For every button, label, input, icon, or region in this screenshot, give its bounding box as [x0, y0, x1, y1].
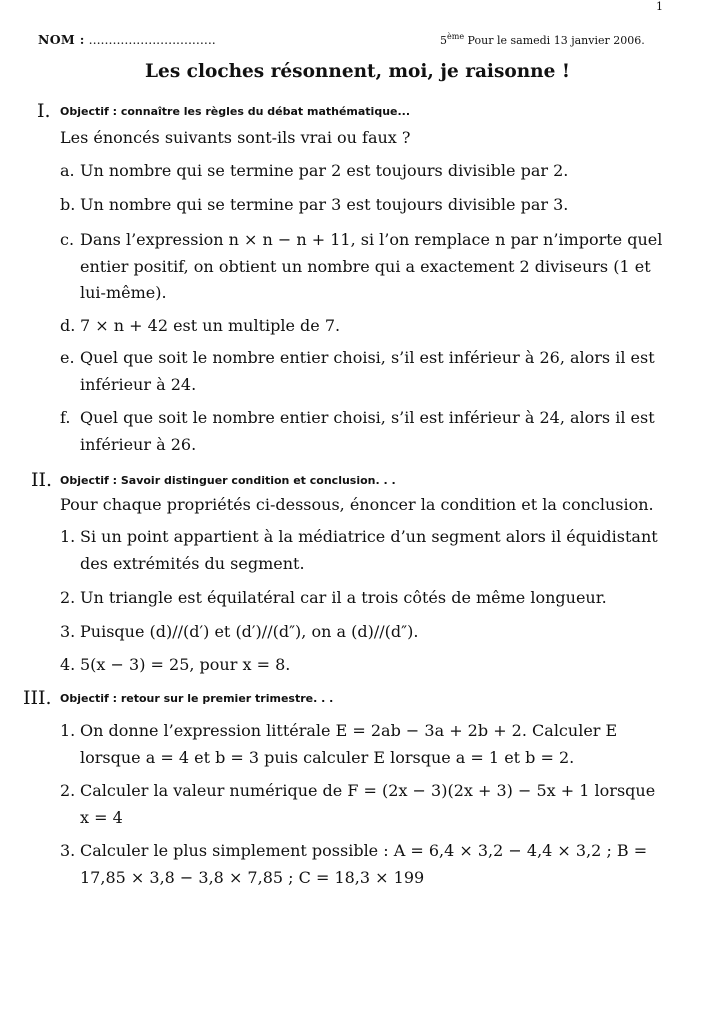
- item-text: Un triangle est équilatéral car il a trois côtés de même longueur.: [80, 588, 607, 607]
- section-3-objective: Objectif : retour sur le premier trimestre. . .: [60, 692, 334, 705]
- exercise-item: [60, 405, 664, 458]
- page-title: Les cloches résonnent, moi, je raisonne !: [145, 61, 570, 82]
- section-2-intro: Pour chaque propriétés ci-dessous, énoncer la condition et la conclusion.: [60, 495, 654, 514]
- exercise-item: [60, 838, 664, 891]
- item-text: Un nombre qui se termine par 2 est toujours divisible par 2.: [80, 161, 569, 180]
- item-label: a.: [60, 161, 75, 180]
- item-text: On donne l’expression littérale E = 2ab − 3a + 2b + 2. Calculer E lorsque a = 4 et b = 3 puis calculer E lorsque a = 1 et b = 2.: [80, 721, 618, 767]
- item-text: Dans l’expression n × n − n + 11, si l’on remplace n par n’importe quel entier positif, on obtient un nombre qui a exactement 2 diviseurs (1 et lui-même).: [80, 230, 663, 302]
- exercise-item: [60, 227, 664, 307]
- item-label: 1.: [60, 721, 76, 740]
- item-label: 3.: [60, 841, 76, 860]
- item-text: 5(x − 3) = 25, pour x = 8.: [80, 655, 291, 674]
- name-dots: ................................: [88, 32, 216, 47]
- item-text: Quel que soit le nombre entier choisi, s’il est inférieur à 24, alors il est inférieur à 26.: [80, 408, 655, 454]
- exercise-item: [60, 345, 664, 398]
- item-label: 4.: [60, 655, 76, 674]
- item-text: Si un point appartient à la médiatrice d’un segment alors il équidistant des extrémités du segment.: [80, 527, 658, 573]
- due-date: [440, 32, 645, 47]
- date-text: Pour le samedi 13 janvier 2006.: [464, 34, 645, 47]
- item-text: Un nombre qui se termine par 3 est toujours divisible par 3.: [80, 195, 569, 214]
- name-label: NOM :: [38, 32, 85, 47]
- item-label: 2.: [60, 781, 76, 800]
- section-3-number: III.: [23, 687, 52, 709]
- item-label: d.: [60, 316, 76, 335]
- exercise-item: [60, 585, 664, 612]
- section-1-objective: Objectif : connaître les règles du débat mathématique...: [60, 105, 411, 118]
- item-label: c.: [60, 230, 75, 249]
- section-2-number: II.: [31, 469, 53, 491]
- page-number: 1: [656, 0, 663, 13]
- exercise-item: [60, 192, 664, 219]
- date-prefix: 5: [440, 34, 447, 47]
- item-text: 7 × n + 42 est un multiple de 7.: [80, 316, 341, 335]
- exercise-item: [60, 778, 664, 831]
- item-text: Quel que soit le nombre entier choisi, s’il est inférieur à 26, alors il est inférieur à 24.: [80, 348, 655, 394]
- item-text: Calculer la valeur numérique de F = (2x − 3)(2x + 3) − 5x + 1 lorsque x = 4: [80, 781, 656, 827]
- date-sup: ème: [447, 32, 465, 41]
- exercise-item: [60, 652, 664, 679]
- section-1-number: I.: [37, 100, 51, 122]
- exercise-item: [60, 524, 664, 577]
- exercise-item: [60, 718, 664, 771]
- exercise-item: [60, 619, 664, 646]
- exercise-item: [60, 313, 664, 340]
- item-text: Puisque (d)//(d′) et (d′)//(d″), on a (d)//(d″).: [80, 622, 419, 641]
- item-label: e.: [60, 348, 75, 367]
- item-label: 1.: [60, 527, 76, 546]
- exercise-item: [60, 158, 664, 185]
- item-text: Calculer le plus simplement possible : A = 6,4 × 3,2 − 4,4 × 3,2 ; B = 17,85 × 3,8 − 3,8 × 7,85 ; C = 18,3 × 199: [80, 841, 648, 887]
- item-label: 2.: [60, 588, 76, 607]
- name-line: [38, 32, 216, 47]
- section-2-objective: Objectif : Savoir distinguer condition et conclusion. . .: [60, 474, 396, 487]
- item-label: 3.: [60, 622, 76, 641]
- section-1-intro: Les énoncés suivants sont-ils vrai ou faux ?: [60, 128, 411, 147]
- item-label: b.: [60, 195, 76, 214]
- item-label: f.: [60, 408, 71, 427]
